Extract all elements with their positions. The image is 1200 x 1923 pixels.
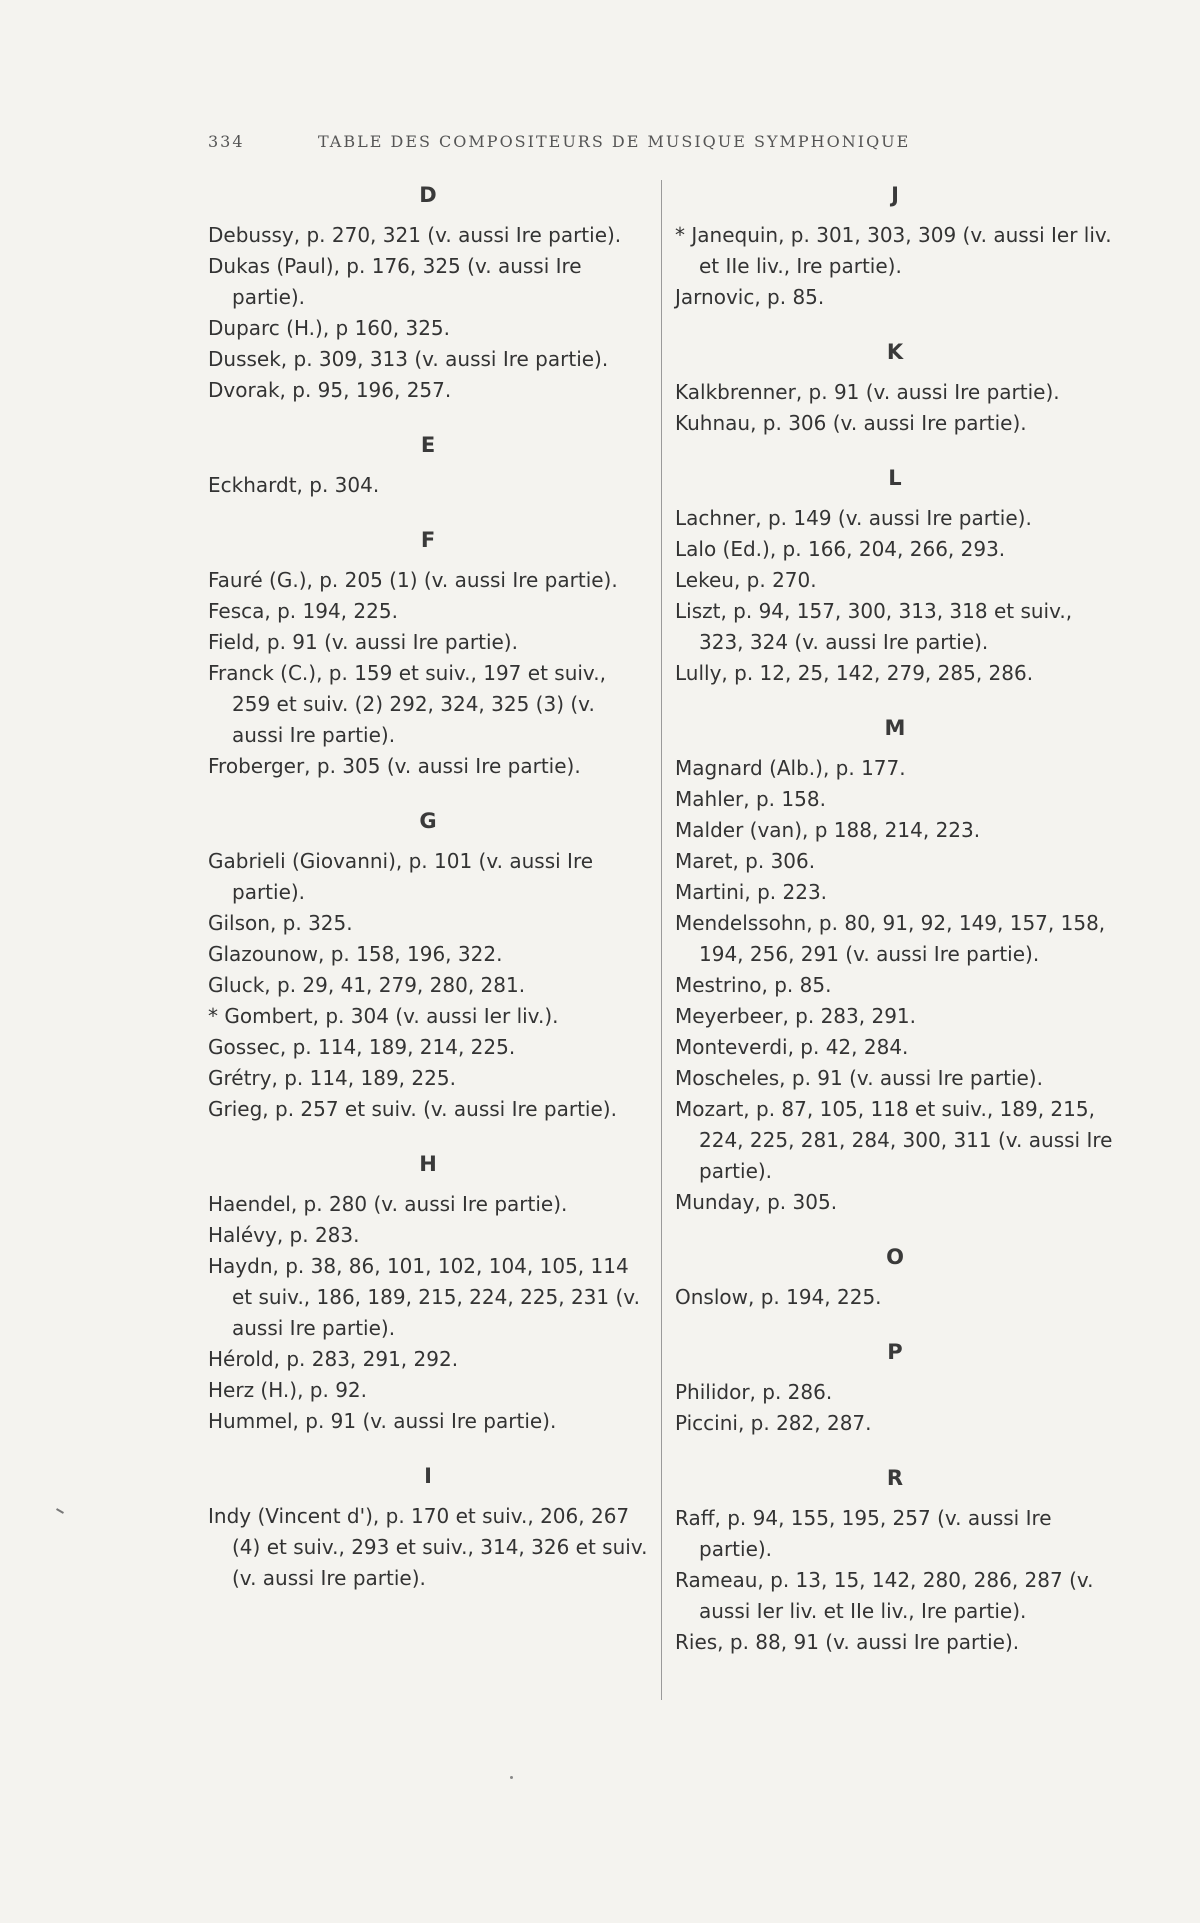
section-letter: I bbox=[424, 1464, 432, 1488]
composer-entry: Martini, p. 223. bbox=[675, 880, 828, 904]
composer-entry: Lalo (Ed.), p. 166, 204, 266, 293. bbox=[675, 537, 1006, 561]
section-letter: L bbox=[888, 466, 902, 490]
section-gap bbox=[208, 1125, 648, 1147]
section-gap bbox=[208, 1437, 648, 1459]
composer-entry: Hummel, p. 91 (v. aussi Ire partie). bbox=[208, 1409, 557, 1433]
section-gap bbox=[675, 689, 1115, 711]
stray-ink-mark bbox=[56, 1508, 64, 1514]
section-letter: M bbox=[884, 716, 906, 740]
composer-entry: Hérold, p. 283, 291, 292. bbox=[208, 1347, 459, 1371]
composer-entry: Field, p. 91 (v. aussi Ire partie). bbox=[208, 630, 518, 654]
composer-entry: Meyerbeer, p. 283, 291. bbox=[675, 1004, 916, 1028]
composer-entry: Fauré (G.), p. 205 (1) (v. aussi Ire partie). bbox=[208, 568, 618, 592]
index-section bbox=[675, 178, 1115, 313]
section-gap bbox=[208, 406, 648, 428]
section-letter: R bbox=[886, 1466, 904, 1490]
composer-entry: Onslow, p. 194, 225. bbox=[675, 1285, 882, 1309]
composer-entry: Haydn, p. 38, 86, 101, 102, 104, 105, 114 et suiv., 186, 189, 215, 224, 225, 231 (v. aussi Ire partie). bbox=[208, 1254, 640, 1340]
section-letter: E bbox=[420, 433, 436, 457]
section-gap bbox=[675, 1313, 1115, 1335]
composer-entry: Duparc (H.), p 160, 325. bbox=[208, 316, 451, 340]
index-section bbox=[675, 461, 1115, 689]
composer-entry: Malder (van), p 188, 214, 223. bbox=[675, 818, 981, 842]
composer-entry: Mozart, p. 87, 105, 118 et suiv., 189, 215, 224, 225, 281, 284, 300, 311 (v. aussi Ire partie). bbox=[675, 1097, 1113, 1183]
composer-entry: Herz (H.), p. 92. bbox=[208, 1378, 368, 1402]
index-section bbox=[675, 1240, 1115, 1313]
composer-entry: Jarnovic, p. 85. bbox=[675, 285, 825, 309]
composer-entry: Gossec, p. 114, 189, 214, 225. bbox=[208, 1035, 516, 1059]
composer-entry: Kalkbrenner, p. 91 (v. aussi Ire partie). bbox=[675, 380, 1060, 404]
section-gap bbox=[208, 782, 648, 804]
composer-entry: Glazounow, p. 158, 196, 322. bbox=[208, 942, 503, 966]
section-gap bbox=[675, 1439, 1115, 1461]
section-gap bbox=[675, 313, 1115, 335]
composer-entry: Gluck, p. 29, 41, 279, 280, 281. bbox=[208, 973, 526, 997]
composer-entry: Magnard (Alb.), p. 177. bbox=[675, 756, 906, 780]
composer-entry: Grieg, p. 257 et suiv. (v. aussi Ire partie). bbox=[208, 1097, 617, 1121]
composer-entry: Monteverdi, p. 42, 284. bbox=[675, 1035, 909, 1059]
composer-entry: Haendel, p. 280 (v. aussi Ire partie). bbox=[208, 1192, 568, 1216]
section-letter: J bbox=[891, 183, 899, 207]
column-divider bbox=[661, 180, 662, 1700]
composer-entry: Lekeu, p. 270. bbox=[675, 568, 817, 592]
composer-entry: Maret, p. 306. bbox=[675, 849, 816, 873]
left-column bbox=[208, 178, 648, 1594]
section-letter: H bbox=[419, 1152, 437, 1176]
section-gap bbox=[675, 1218, 1115, 1240]
composer-entry: Ries, p. 88, 91 (v. aussi Ire partie). bbox=[675, 1630, 1020, 1654]
composer-entry: Philidor, p. 286. bbox=[675, 1380, 833, 1404]
composer-entry: * Janequin, p. 301, 303, 309 (v. aussi Ier liv. et IIe liv., Ire partie). bbox=[675, 223, 1112, 278]
running-title: TABLE DES COMPOSITEURS DE MUSIQUE SYMPHONIQUE bbox=[318, 132, 911, 151]
composer-entry: Grétry, p. 114, 189, 225. bbox=[208, 1066, 456, 1090]
composer-entry: Dvorak, p. 95, 196, 257. bbox=[208, 378, 452, 402]
section-letter: O bbox=[886, 1245, 904, 1269]
composer-entry: Kuhnau, p. 306 (v. aussi Ire partie). bbox=[675, 411, 1027, 435]
stray-dot-mark bbox=[510, 1776, 513, 1779]
composer-entry: Piccini, p. 282, 287. bbox=[675, 1411, 872, 1435]
page-header bbox=[208, 132, 1008, 151]
index-section bbox=[675, 711, 1115, 1218]
index-section bbox=[208, 1147, 648, 1437]
composer-entry: * Gombert, p. 304 (v. aussi Ier liv.). bbox=[208, 1004, 559, 1028]
composer-entry: Gilson, p. 325. bbox=[208, 911, 353, 935]
composer-entry: Moscheles, p. 91 (v. aussi Ire partie). bbox=[675, 1066, 1043, 1090]
section-letter: P bbox=[887, 1340, 903, 1364]
section-gap bbox=[208, 501, 648, 523]
section-letter: D bbox=[419, 183, 437, 207]
composer-entry: Rameau, p. 13, 15, 142, 280, 286, 287 (v. aussi Ier liv. et IIe liv., Ire partie). bbox=[675, 1568, 1094, 1623]
right-column bbox=[675, 178, 1115, 1658]
composer-entry: Raff, p. 94, 155, 195, 257 (v. aussi Ire partie). bbox=[675, 1506, 1052, 1561]
index-section bbox=[208, 178, 648, 406]
composer-entry: Debussy, p. 270, 321 (v. aussi Ire partie). bbox=[208, 223, 622, 247]
index-section bbox=[675, 1461, 1115, 1658]
composer-entry: Dussek, p. 309, 313 (v. aussi Ire partie). bbox=[208, 347, 609, 371]
index-section bbox=[675, 335, 1115, 439]
composer-entry: Liszt, p. 94, 157, 300, 313, 318 et suiv., 323, 324 (v. aussi Ire partie). bbox=[675, 599, 1073, 654]
composer-entry: Dukas (Paul), p. 176, 325 (v. aussi Ire partie). bbox=[208, 254, 582, 309]
composer-entry: Munday, p. 305. bbox=[675, 1190, 838, 1214]
composer-entry: Franck (C.), p. 159 et suiv., 197 et suiv., 259 et suiv. (2) 292, 324, 325 (3) (v. aussi Ire partie). bbox=[208, 661, 606, 747]
composer-entry: Froberger, p. 305 (v. aussi Ire partie). bbox=[208, 754, 581, 778]
composer-entry: Lachner, p. 149 (v. aussi Ire partie). bbox=[675, 506, 1032, 530]
composer-entry: Mestrino, p. 85. bbox=[675, 973, 832, 997]
composer-entry: Gabrieli (Giovanni), p. 101 (v. aussi Ire partie). bbox=[208, 849, 594, 904]
index-section bbox=[208, 428, 648, 501]
section-letter: K bbox=[886, 340, 904, 364]
composer-entry: Mendelssohn, p. 80, 91, 92, 149, 157, 158, 194, 256, 291 (v. aussi Ire partie). bbox=[675, 911, 1106, 966]
composer-entry: Halévy, p. 283. bbox=[208, 1223, 360, 1247]
composer-entry: Lully, p. 12, 25, 142, 279, 285, 286. bbox=[675, 661, 1034, 685]
composer-entry: Eckhardt, p. 304. bbox=[208, 473, 380, 497]
composer-entry: Indy (Vincent d'), p. 170 et suiv., 206, 267 (4) et suiv., 293 et suiv., 314, 326 et suiv. (v. aussi Ire partie). bbox=[208, 1504, 648, 1590]
index-section bbox=[208, 804, 648, 1125]
section-letter: F bbox=[420, 528, 436, 552]
composer-entry: Fesca, p. 194, 225. bbox=[208, 599, 398, 623]
page-number: 334 bbox=[208, 132, 245, 151]
index-section bbox=[208, 1459, 648, 1594]
index-section bbox=[675, 1335, 1115, 1439]
composer-entry: Mahler, p. 158. bbox=[675, 787, 826, 811]
section-letter: G bbox=[419, 809, 437, 833]
section-gap bbox=[675, 439, 1115, 461]
index-section bbox=[208, 523, 648, 782]
